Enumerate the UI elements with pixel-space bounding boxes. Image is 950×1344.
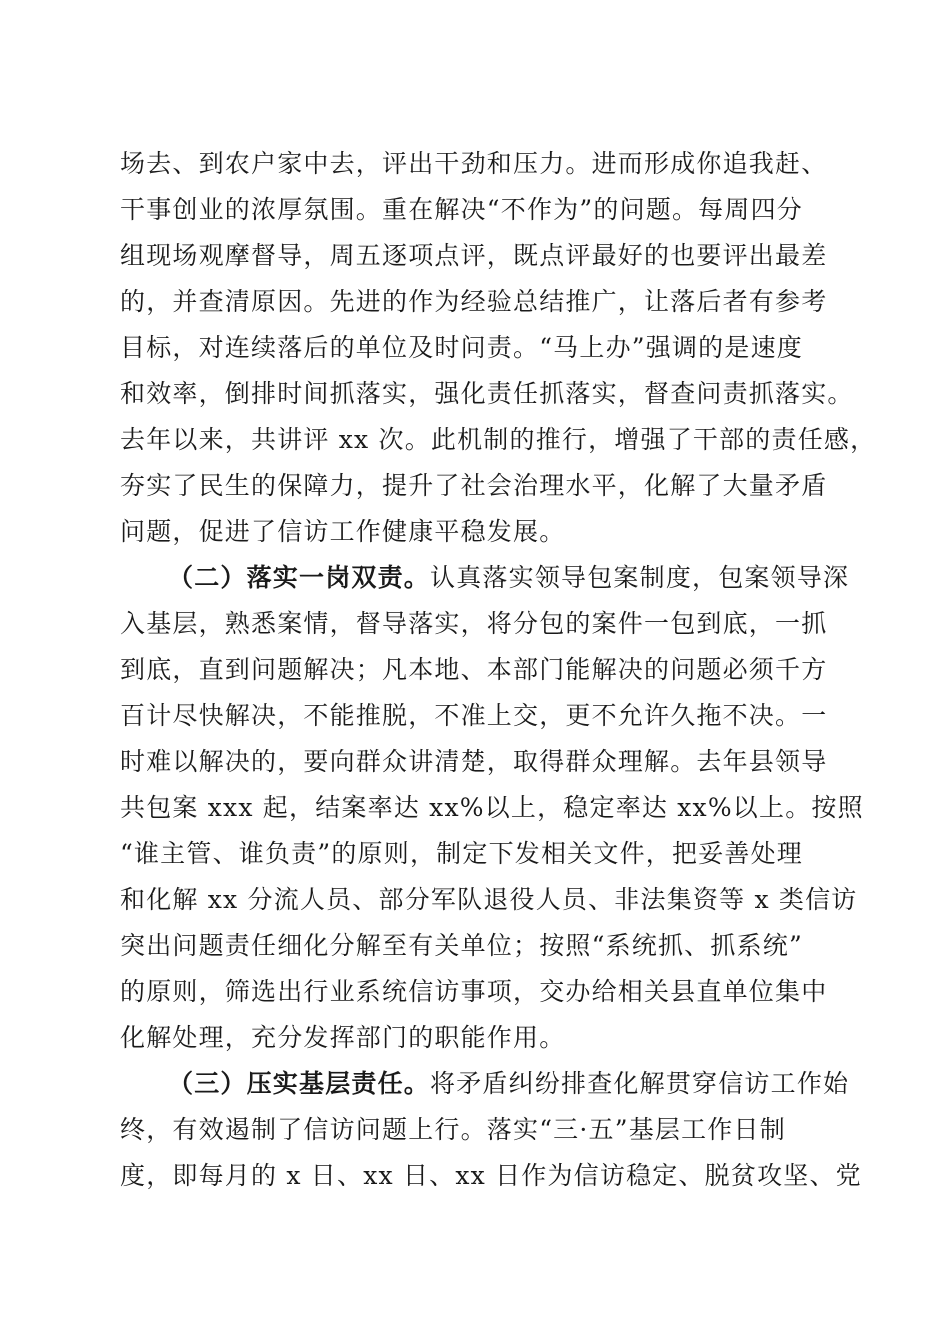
paragraph-2-line-3: 到底，直到问题解决；凡本地、本部门能解决的问题必须千方 xyxy=(120,655,828,684)
paragraph-1-line-7: 去年以来，共讲评 xx 次。此机制的推行，增强了干部的责任感， xyxy=(120,425,877,454)
paragraph-1-line-2: 干事创业的浓厚氛围。重在解决“不作为”的问题。每周四分 xyxy=(120,195,803,224)
paragraph-1-line-4: 的，并查清原因。先进的作为经验总结推广，让落后者有参考 xyxy=(120,287,828,316)
paragraph-2-line-8: 和化解 xx 分流人员、部分军队退役人员、非法集资等 x 类信访 xyxy=(120,885,858,914)
paragraph-2-line-11: 化解处理，充分发挥部门的职能作用。 xyxy=(120,1023,566,1052)
paragraph-1-line-5: 目标，对连续落后的单位及时问责。“马上办”强调的是速度 xyxy=(120,333,803,362)
paragraph-2-line-6: 共包案 xxx 起，结案率达 xx%以上，稳定率达 xx%以上。按照 xyxy=(120,793,864,822)
paragraph-2-line-4: 百计尽快解决，不能推脱，不准上交，更不允许久拖不决。一 xyxy=(120,701,828,730)
paragraph-1-line-3: 组现场观摩督导，周五逐项点评，既点评最好的也要评出最差 xyxy=(120,241,828,270)
paragraph-2-line-10: 的原则，筛选出行业系统信访事项，交办给相关县直单位集中 xyxy=(120,977,828,1006)
paragraph-2-heading: （二）落实一岗双责。 xyxy=(168,563,431,592)
paragraph-2-line-7: “谁主管、谁负责”的原则，制定下发相关文件，把妥善处理 xyxy=(120,839,803,868)
paragraph-3-first-line-rest: 将矛盾纠纷排查化解贯穿信访工作始 xyxy=(430,1069,850,1098)
paragraph-2-first-line-rest: 认真落实领导包案制度，包案领导深 xyxy=(430,563,850,592)
paragraph-3-first-line xyxy=(168,1069,850,1099)
paragraph-1-line-8: 夯实了民生的保障力，提升了社会治理水平，化解了大量矛盾 xyxy=(120,471,828,500)
paragraph-1-line-9: 问题，促进了信访工作健康平稳发展。 xyxy=(120,517,566,546)
paragraph-2-line-5: 时难以解决的，要向群众讲清楚，取得群众理解。去年县领导 xyxy=(120,747,828,776)
paragraph-2-first-line xyxy=(168,563,850,593)
paragraph-2-line-9: 突出问题责任细化分解至有关单位；按照“系统抓、抓系统” xyxy=(120,931,803,960)
paragraph-1-line-1: 场去、到农户家中去，评出干劲和压力。进而形成你追我赶、 xyxy=(120,149,828,178)
paragraph-3-line-2: 终，有效遏制了信访问题上行。落实“三·五”基层工作日制 xyxy=(120,1115,786,1144)
paragraph-1-line-6: 和效率，倒排时间抓落实，强化责任抓落实，督查问责抓落实。 xyxy=(120,379,854,408)
paragraph-3-heading: （三）压实基层责任。 xyxy=(168,1069,431,1098)
paragraph-2-line-2: 入基层，熟悉案情，督导落实，将分包的案件一包到底，一抓 xyxy=(120,609,828,638)
paragraph-3-line-3: 度，即每月的 x 日、xx 日、xx 日作为信访稳定、脱贫攻坚、党 xyxy=(120,1161,862,1190)
